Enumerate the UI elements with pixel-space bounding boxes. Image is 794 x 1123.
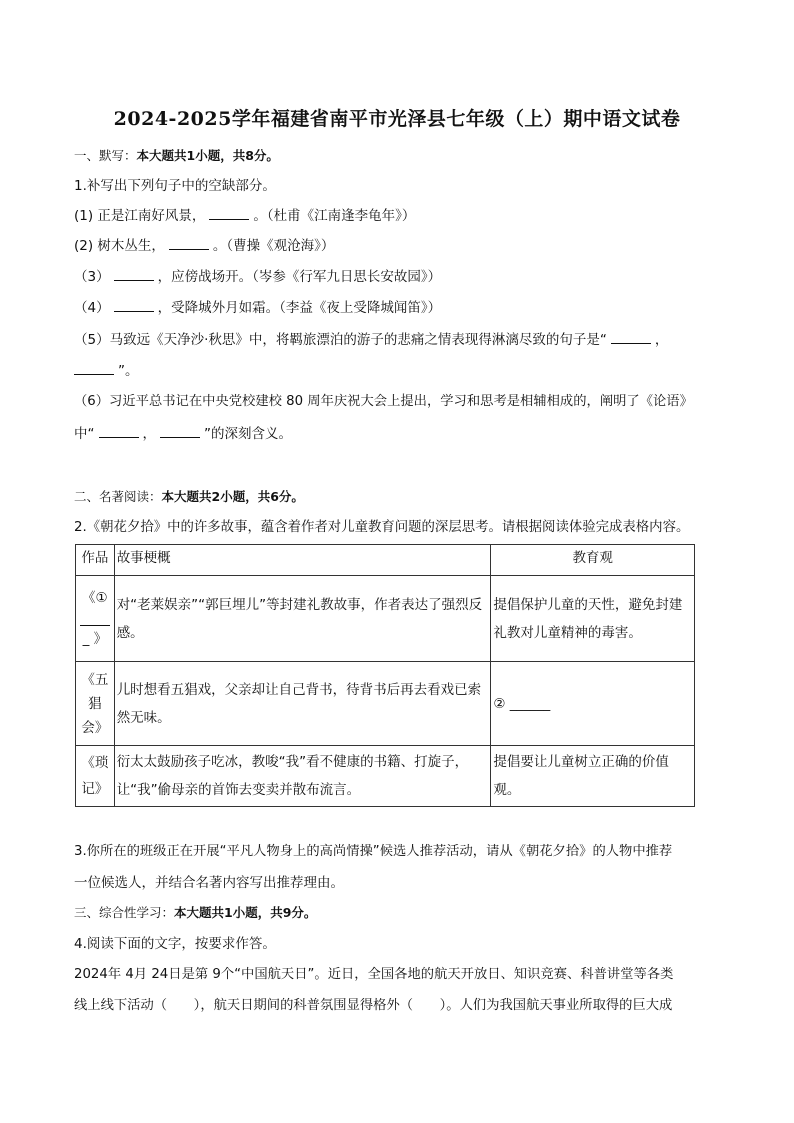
row2-work-line: 《五: [81, 671, 109, 688]
section-1-heading: [74, 146, 279, 166]
header-summary: 故事梗概: [114, 545, 491, 576]
q4-para-line-2: 线上线下活动（ ），航天日期间的科普氛围显得格外（ ）。人们为我国航天事业所取得的巨大成: [74, 998, 673, 1013]
q1-line-3-text: ，应傍战场开。（岑参《行军九日思长安故园》）: [157, 269, 442, 285]
row1-education: 提倡保护儿童的天性，避免封建礼教对儿童精神的毒害。: [491, 576, 695, 662]
q3-line-1: 3.你所在的班级正在开展“平凡人物身上的高尚情操”候选人推荐活动，请从《朝花夕拾》的人物中推荐: [74, 844, 673, 859]
row1-work-close: _ 》: [82, 631, 108, 647]
answer-blank[interactable]: [80, 611, 110, 626]
row2-work: [76, 662, 115, 746]
row1-work-open: 《①: [82, 590, 108, 606]
q1-line-6-quote-open: 中“: [74, 426, 95, 442]
answer-blank[interactable]: [209, 206, 249, 220]
q1-line-1: [74, 206, 415, 226]
section-3-info: 本大题共1小题，共9分。: [174, 905, 317, 920]
q1-line-6: （6）习近平总书记在中央党校建校 80 周年庆祝大会上提出，学习和思考是相辅相成的，阐明了《论语》: [74, 394, 693, 409]
table-row: [76, 662, 695, 746]
answer-blank[interactable]: [114, 267, 154, 281]
table-row: [76, 576, 695, 662]
q4-para-line-1: 2024年 4月 24日是第 9个“中国航天日”。近日，全国各地的航天开放日、知识竞赛、科普讲堂等各类: [74, 967, 674, 982]
q1-line-5-text: （5）马致远《天净沙·秋思》中，将羁旅漂泊的游子的悲痛之情表现得淋漓尽致的句子是“: [74, 332, 607, 348]
q1-stem: 1.补写出下列句子中的空缺部分。: [74, 178, 276, 194]
q1-line-4: [74, 298, 441, 318]
section-1-label: 一、默写：: [74, 148, 137, 163]
q1-line-5-comma: ，: [654, 332, 669, 348]
q1-line-3-num: （3）: [74, 269, 110, 285]
answer-blank[interactable]: [114, 298, 154, 312]
q4-stem: 4.阅读下面的文字，按要求作答。: [74, 936, 276, 952]
row1-work-cell[interactable]: [76, 576, 115, 662]
row3-education: 提倡要让儿童树立正确的价值观。: [491, 746, 695, 807]
q1-line-5-cont: [74, 361, 139, 381]
table-header-row: [76, 545, 695, 576]
answer-blank[interactable]: [611, 330, 651, 344]
q2-table: [75, 544, 695, 807]
q1-line-1-text: (1) 正是江南好风景，: [74, 208, 206, 224]
section-2-heading: [74, 487, 304, 507]
row3-summary: 衍太太鼓励孩子吃冰，教唆“我”看不健康的书籍、打旋子，让“我”偷母亲的首饰去变卖并散布流言。: [114, 746, 491, 807]
row1-summary: 对“老莱娱亲”“郭巨埋儿”等封建礼教故事，作者表达了强烈反感。: [114, 576, 491, 662]
row2-education-answer[interactable]: ② ______: [491, 662, 695, 746]
section-3-heading: [74, 903, 316, 923]
row2-work-line: 会》: [81, 719, 109, 736]
row3-work: [76, 746, 115, 807]
answer-blank[interactable]: [99, 424, 139, 438]
q1-line-2-source: 。（曹操《观沧海》）: [212, 238, 335, 254]
header-education: 教育观: [491, 545, 695, 576]
row2-summary: 儿时想看五猖戏，父亲却让自己背书，待背书后再去看戏已索然无味。: [114, 662, 491, 746]
q2-stem: 2.《朝花夕拾》中的许多故事，蕴含着作者对儿童教育问题的深层思考。请根据阅读体验完成表格内容。: [74, 520, 690, 535]
q3-line-2: 一位候选人，并结合名著内容写出推荐理由。: [74, 875, 344, 891]
row3-work-line: 记》: [81, 781, 109, 797]
header-work: 作品: [76, 545, 115, 576]
section-3-label: 三、综合性学习：: [74, 905, 175, 920]
q1-line-4-text: ，受降城外月如霜。（李益《夜上受降城闻笛》）: [157, 300, 442, 316]
q1-line-6-end: ”的深刻含义。: [204, 426, 292, 442]
section-1-info: 本大题共1小题，共8分。: [136, 148, 279, 163]
row2-work-line: 猖: [88, 695, 102, 712]
q1-line-5-end: ”。: [118, 363, 139, 379]
q1-line-1-source: 。（杜甫《江南逢李龟年》）: [253, 208, 416, 224]
q1-line-4-num: （4）: [74, 300, 110, 316]
answer-blank[interactable]: [169, 236, 209, 250]
q1-line-6-comma: ，: [142, 426, 156, 442]
section-2-label: 二、名著阅读：: [74, 489, 162, 504]
row3-work-line: 《琐: [81, 755, 109, 771]
page-title: 2024-2025学年福建省南平市光泽县七年级（上）期中语文试卷: [113, 108, 681, 130]
q1-line-2: [74, 236, 334, 256]
q1-line-2-text: (2) 树木丛生，: [74, 238, 165, 254]
answer-blank[interactable]: [160, 424, 200, 438]
q1-line-5: [74, 330, 668, 350]
answer-blank[interactable]: [74, 361, 114, 375]
section-2-info: 本大题共2小题，共6分。: [161, 489, 304, 504]
q1-line-3: [74, 267, 441, 287]
q1-line-6-cont: [74, 424, 292, 444]
table-row: [76, 746, 695, 807]
